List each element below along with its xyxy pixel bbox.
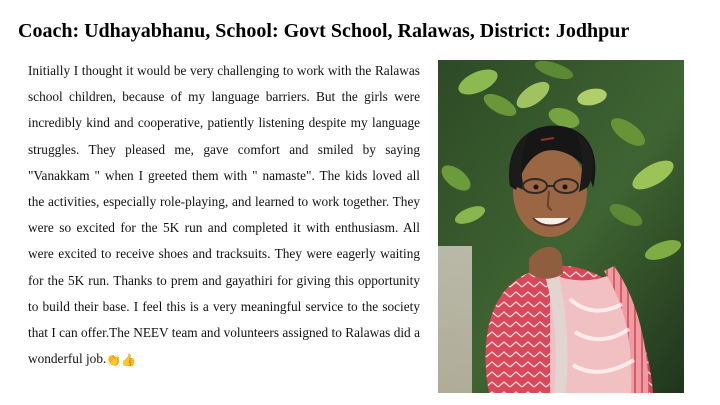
coach-portrait-image bbox=[438, 60, 684, 393]
thumbs-up-icon: 👍 bbox=[121, 353, 137, 368]
testimonial-text bbox=[28, 58, 420, 372]
clapping-hands-icon: 👏 bbox=[106, 353, 122, 368]
slide-title: Coach: Udhayabhanu, School: Govt School, Ralawas, District: Jodhpur bbox=[18, 20, 630, 42]
coach-photo bbox=[438, 60, 684, 393]
testimonial-paragraph: Initially I thought it would be very challenging to work with the Ralawas school children, because of my language barriers. But the girls were incredibly kind and cooperative, patiently listening despite my language struggles. They pleased me, gave comfort and smiled by saying "Vanakkam " when I greeted them with " namaste". The kids loved all the activities, especially role-playing, and learned to work together. They were so excited for the 5K run and completed it with enthusiasm. All were excited to receive shoes and tracksuits. They were eagerly waiting for the 5K run. Thanks to prem and gayathiri for giving this opportunity to build their base. I feel this is a very meaningful service to the society that I can offer.The NEEV team and volunteers assigned to Ralawas did a wonderful job. bbox=[28, 63, 420, 367]
